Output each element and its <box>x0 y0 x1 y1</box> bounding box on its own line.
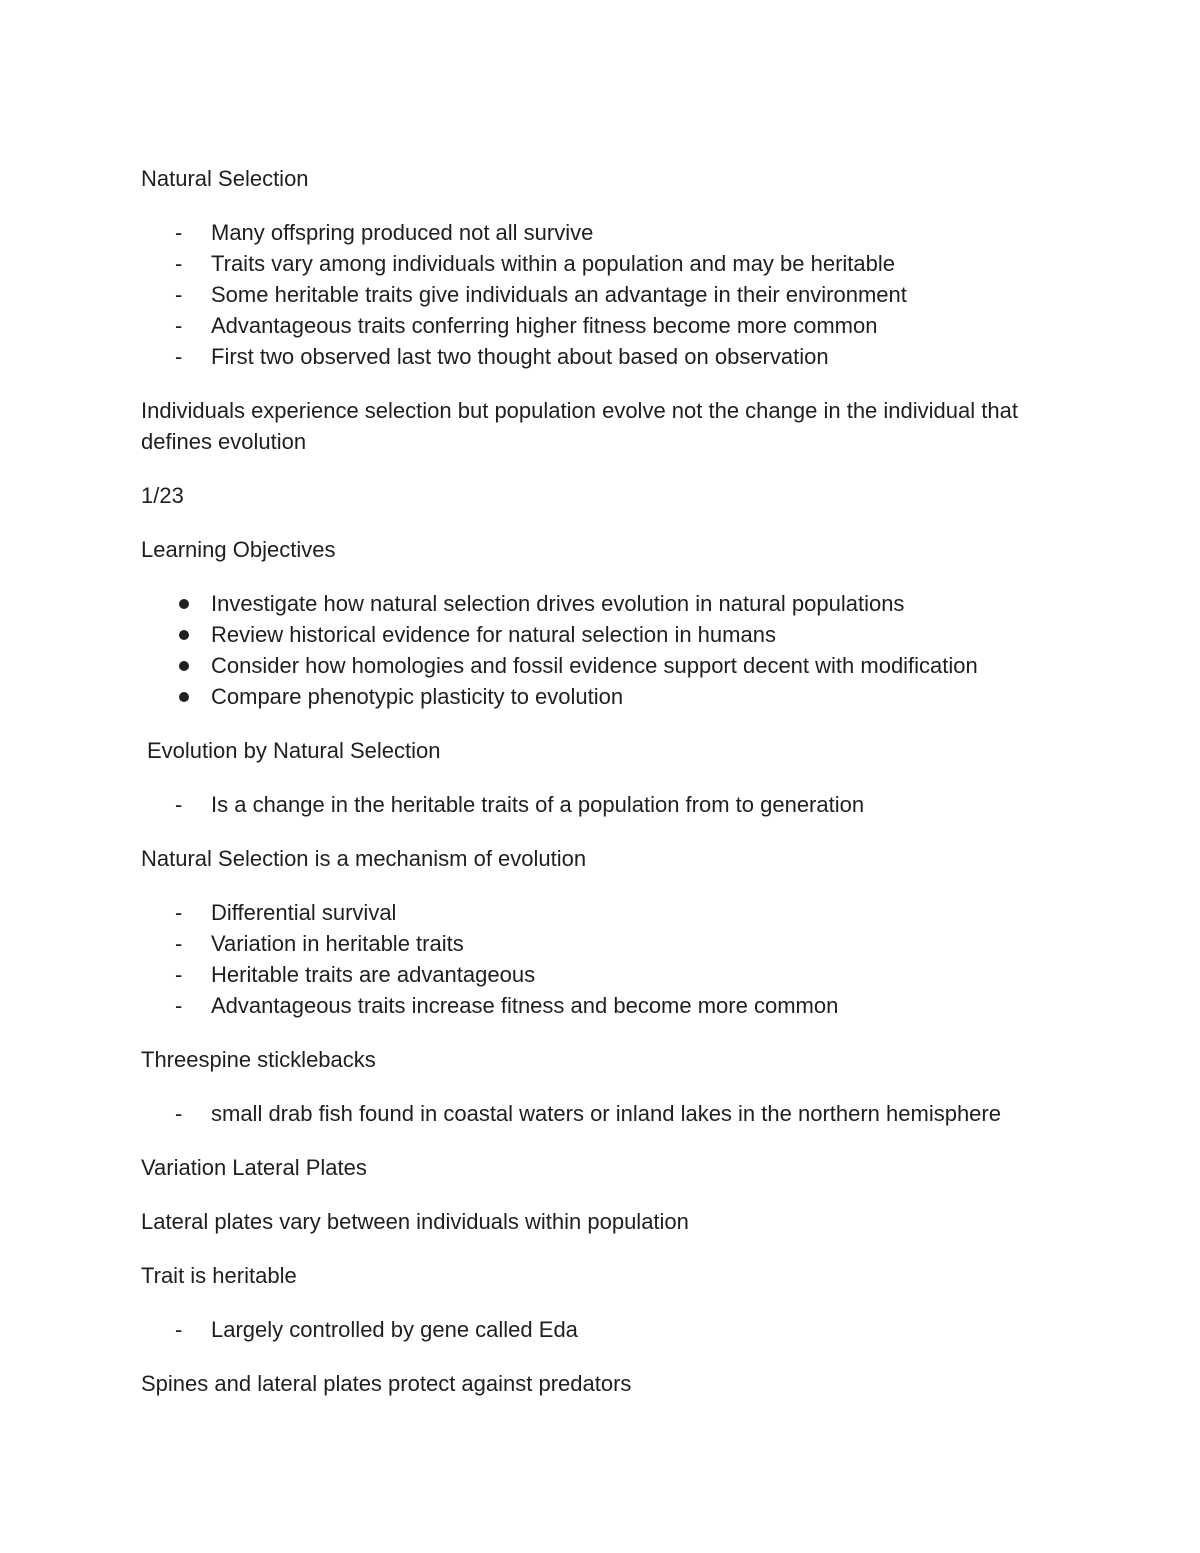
bullet-icon <box>179 619 199 650</box>
list-item-text: small drab fish found in coastal waters or inland lakes in the northern hemisphere <box>211 1101 1001 1126</box>
dash-marker: - <box>175 313 183 338</box>
list-item <box>141 279 1081 310</box>
paragraph: Natural Selection <box>141 166 309 191</box>
list-item-text: Differential survival <box>211 900 397 925</box>
list-item-text: Heritable traits are advantageous <box>211 962 536 987</box>
dash-marker: - <box>175 993 183 1018</box>
dash-list <box>141 1314 1081 1345</box>
paragraph: Lateral plates vary between individuals within population <box>141 1209 689 1234</box>
dash-list <box>141 1098 1081 1129</box>
paragraph: Evolution by Natural Selection <box>147 738 441 763</box>
paragraph: Natural Selection is a mechanism of evolution <box>141 846 587 871</box>
list-item-text: Variation in heritable traits <box>211 931 464 956</box>
list-item-text: Largely controlled by gene called Eda <box>211 1317 578 1342</box>
dash-list <box>141 789 1081 820</box>
list-item-text: Advantageous traits increase fitness and become more common <box>211 993 839 1018</box>
paragraph: Spines and lateral plates protect against predators <box>141 1371 632 1396</box>
list-item-text: Investigate how natural selection drives evolution in natural populations <box>211 591 905 616</box>
bullet-icon <box>179 681 199 712</box>
paragraph: Learning Objectives <box>141 537 336 562</box>
bullet-icon <box>179 588 199 619</box>
document-page <box>141 163 1081 1422</box>
dash-marker: - <box>175 931 183 956</box>
list-item <box>141 217 1081 248</box>
list-item <box>141 789 1081 820</box>
list-item-text: Traits vary among individuals within a population and may be heritable <box>211 251 896 276</box>
paragraph: 1/23 <box>141 483 184 508</box>
list-item <box>141 650 1081 681</box>
bullet-icon <box>179 650 199 681</box>
dash-marker: - <box>175 962 183 987</box>
list-item-text: Many offspring produced not all survive <box>211 220 594 245</box>
list-item <box>141 310 1081 341</box>
list-item-text: Compare phenotypic plasticity to evolution <box>211 684 624 709</box>
dash-marker: - <box>175 1317 183 1342</box>
dash-list <box>141 217 1081 372</box>
list-item <box>141 248 1081 279</box>
bullet-list <box>141 588 1081 712</box>
paragraph: Trait is heritable <box>141 1263 297 1288</box>
list-item-text: Review historical evidence for natural selection in humans <box>211 622 776 647</box>
list-item <box>141 1098 1081 1129</box>
paragraph: Threespine sticklebacks <box>141 1047 376 1072</box>
list-item-text: Is a change in the heritable traits of a population from to generation <box>211 792 865 817</box>
dash-marker: - <box>175 1101 183 1126</box>
dash-marker: - <box>175 792 183 817</box>
list-item <box>141 341 1081 372</box>
list-item <box>141 619 1081 650</box>
list-item <box>141 897 1081 928</box>
dash-marker: - <box>175 251 183 276</box>
list-item-text: First two observed last two thought about based on observation <box>211 344 829 369</box>
list-item-text: Advantageous traits conferring higher fitness become more common <box>211 313 878 338</box>
list-item-text: Some heritable traits give individuals an advantage in their environment <box>211 282 907 307</box>
paragraph: Individuals experience selection but population evolve not the change in the individual that defines evolution <box>141 398 1018 454</box>
list-item <box>141 681 1081 712</box>
dash-list <box>141 897 1081 1021</box>
list-item-text: Consider how homologies and fossil evidence support decent with modification <box>211 653 978 678</box>
dash-marker: - <box>175 282 183 307</box>
dash-marker: - <box>175 220 183 245</box>
dash-marker: - <box>175 344 183 369</box>
list-item <box>141 990 1081 1021</box>
list-item <box>141 959 1081 990</box>
list-item <box>141 928 1081 959</box>
dash-marker: - <box>175 900 183 925</box>
list-item <box>141 588 1081 619</box>
list-item <box>141 1314 1081 1345</box>
paragraph: Variation Lateral Plates <box>141 1155 367 1180</box>
